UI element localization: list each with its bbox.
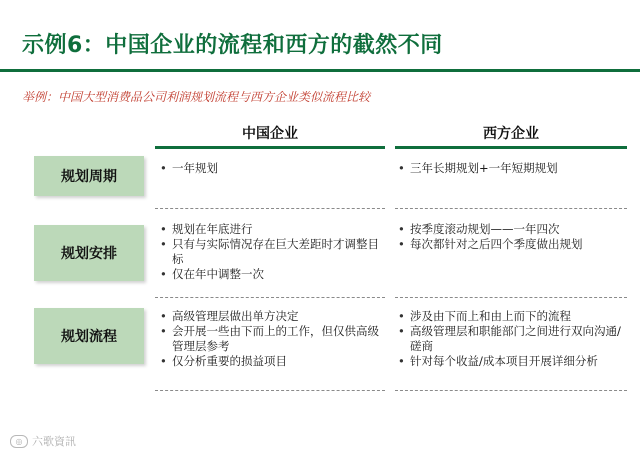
- page-title: 示例6：中国企业的流程和西方的截然不同: [22, 33, 443, 58]
- row-label-cycle: 规划周期: [34, 156, 144, 196]
- title-divider: [0, 69, 640, 72]
- row-separator: [155, 390, 385, 391]
- watermark-logo-icon: ◎: [10, 435, 28, 448]
- china-arrangement-list: [160, 222, 382, 282]
- china-process-list: [160, 309, 382, 369]
- china-cycle-list: [160, 161, 382, 176]
- list-item: • 仅分析重要的损益项目: [160, 354, 382, 369]
- list-item: • 按季度滚动规划——一年四次: [398, 222, 624, 237]
- watermark: [10, 433, 76, 449]
- page-subtitle: 举例：中国大型消费品公司利润规划流程与西方企业类似流程比较: [22, 90, 371, 104]
- list-item: • 仅在年中调整一次: [160, 267, 382, 282]
- column-header-china: 中国企业: [242, 126, 298, 142]
- list-item: • 高级管理层和职能部门之间进行双向沟通/磋商: [398, 324, 624, 354]
- list-item: • 涉及由下而上和由上而下的流程: [398, 309, 624, 324]
- row-separator: [155, 297, 385, 298]
- list-item: • 每次都针对之后四个季度做出规划: [398, 237, 624, 252]
- west-arrangement-list: [398, 222, 624, 252]
- west-cycle-list: [398, 161, 624, 176]
- watermark-text: 六歌資訊: [32, 435, 76, 448]
- list-item: • 高级管理层做出单方决定: [160, 309, 382, 324]
- column-header-west-underline: [395, 146, 627, 149]
- row-label-arrangement: 规划安排: [34, 225, 144, 281]
- list-item: • 只有与实际情况存在巨大差距时才调整目标: [160, 237, 382, 267]
- row-separator: [395, 297, 627, 298]
- list-item: • 一年规划: [160, 161, 382, 176]
- row-separator: [395, 208, 627, 209]
- list-item: • 针对每个收益/成本项目开展详细分析: [398, 354, 624, 369]
- row-separator: [155, 208, 385, 209]
- west-process-list: [398, 309, 624, 369]
- list-item: • 会开展一些由下而上的工作，但仅供高级管理层参考: [160, 324, 382, 354]
- column-header-west: 西方企业: [483, 126, 539, 142]
- list-item: • 规划在年底进行: [160, 222, 382, 237]
- row-separator: [395, 390, 627, 391]
- column-header-china-underline: [155, 146, 385, 149]
- row-label-process: 规划流程: [34, 308, 144, 364]
- list-item: • 三年长期规划+一年短期规划: [398, 161, 624, 176]
